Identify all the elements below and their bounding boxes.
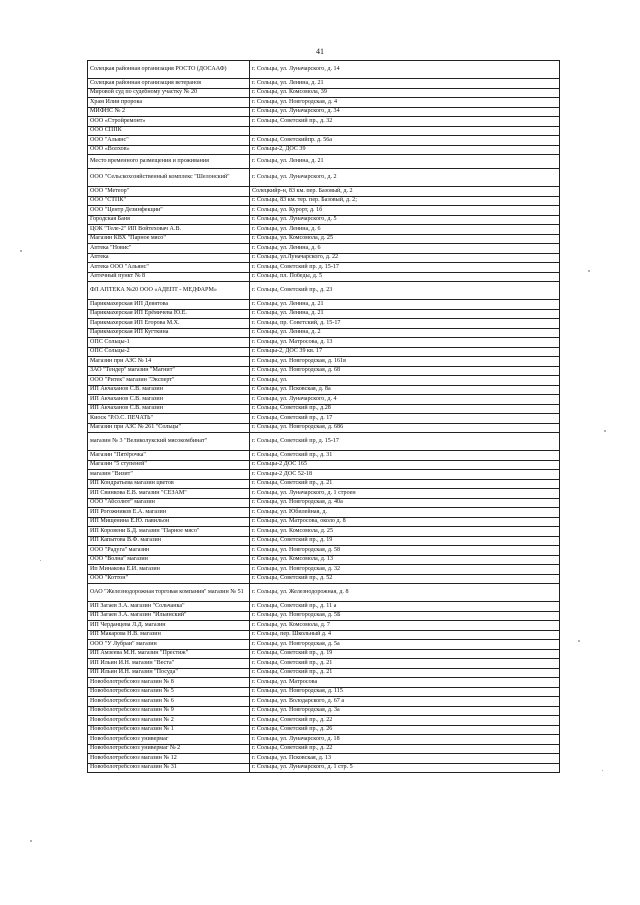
organization-name-cell: ЗАО "Тендер" магазин "Магнит" [88,366,250,376]
table-row [88,649,560,659]
organization-name-cell: Солецкая районная организация ветеранов [88,79,250,89]
address-cell: г. Сольцы, Советский пр., д. 11 а [250,602,560,612]
table-row [88,61,560,79]
page-number: 41 [316,47,324,56]
organization-name-cell: Магазин "5 ступеней" [88,460,250,470]
address-cell: г. Сольцы, ул. Новгородская, д. 5а [250,640,560,650]
address-cell: г. Сольцы, ул. Новгородская, д. 58 [250,546,560,556]
address-cell: г. Сольцы, Советский пр., д. 19 [250,649,560,659]
scan-speck [20,250,22,252]
address-cell: г. Сольцы, пер. Школьный д. 4 [250,630,560,640]
address-cell: г. Сольцы, ул. Луначарского, д. 1 стр. 5 [250,763,560,773]
table-row [88,98,560,108]
organization-name-cell: Новоболотребсоюз магазин № 12 [88,754,250,764]
table-row [88,460,560,470]
organization-name-cell: ООО "Сельскохозяйственный комплекс "Шелонский" [88,169,250,187]
organization-name-cell: ООО "Ритек" магазин "Эксперт" [88,376,250,386]
organization-name-cell: Аптечный пункт № 8 [88,272,250,282]
organization-name-cell: Аптека ООО "Альянс" [88,263,250,273]
organization-name-cell: ООО "Абсолют" магазин [88,498,250,508]
address-cell: г. Сольцы, ул. Матросова [250,678,560,688]
organization-name-cell: Новоболотребсоюз магазин № 5 [88,687,250,697]
organization-name-cell: Солецкая районная организация РОСТО (ДОСААФ) [88,61,250,79]
table-row [88,697,560,707]
organization-name-cell: Городская Баня [88,215,250,225]
table-row [88,479,560,489]
organization-name-cell: ООО "СТПК" [88,196,250,206]
address-cell: г. Сольцы, Советский пр., д. 32 [250,117,560,127]
table-row [88,659,560,669]
address-cell: г. Сольцы, Советский пр., д. 21 [250,668,560,678]
organizations-table-body [88,61,560,773]
organization-name-cell: Магазин "Пятёрочка" [88,451,250,461]
address-cell: г. Сольцы, ул. Псковская, д. 8а [250,385,560,395]
address-cell: г. Сольцы, ул. Луначарского, д. 2 [250,169,560,187]
table-row [88,602,560,612]
table-row [88,385,560,395]
table-row [88,414,560,424]
address-cell: г. Сольцы, ул. Новгородская, д. 68 [250,366,560,376]
organization-name-cell: Магазин КВХ "Парное мясо" [88,234,250,244]
address-cell: г. Сольцы, ул. Володарского, д. 67 а [250,697,560,707]
organization-name-cell: ООО "У Лубраи" магазин [88,640,250,650]
table-row [88,630,560,640]
address-cell: г. Сольцы-2, ДОС 39 кв. 17 [250,347,560,357]
address-cell: г. Сольцы, ул. Новгородская, д. 4 [250,98,560,108]
address-cell: г. Сольцы, ул. Новгородская, д. 161в [250,357,560,367]
table-row [88,107,560,117]
organization-name-cell: ИП Рогожников Е.А. магазин [88,508,250,518]
address-cell: г. Сольцы, ул. Ленина, д. 21 [250,155,560,169]
table-row [88,621,560,631]
organization-name-cell: Магазин при АЗС № 261 "Сольцы" [88,423,250,433]
table-row [88,451,560,461]
scan-speck [40,560,41,561]
table-row [88,763,560,773]
organization-name-cell: ООО "Волна" магазин [88,555,250,565]
table-row [88,300,560,310]
organization-name-cell: ООО "Радуга" магазин [88,546,250,556]
address-cell: г. Сольцы, Советский пр., д.28 [250,404,560,414]
organization-name-cell: ЦОК "Теле-2" ИП Войтеховач А.В. [88,225,250,235]
organization-name-cell: Аптека "Новис" [88,244,250,254]
organization-name-cell: ООО СППК [88,126,250,136]
address-cell: г. Сольцы, ул.Луначарского, д. 22 [250,253,560,263]
address-cell: г. Сольцы, ул. Новгородская, д. 3а [250,706,560,716]
organization-name-cell: Новоболотребсоюз магазин № 6 [88,697,250,707]
address-cell: г. Сольцы, ул. Луначарского, д. 18 [250,735,560,745]
organization-name-cell: ООО "Метеор" [88,187,250,197]
organization-name-cell: ИП Макарова Н.В. магазин [88,630,250,640]
address-cell: г. Сольцы, ул. Луначарского, д. 4 [250,395,560,405]
address-cell: г. Сольцы, ул. Луначарского, д. 34 [250,107,560,117]
table-row [88,565,560,575]
table-row [88,169,560,187]
table-row [88,215,560,225]
organizations-table [87,60,560,773]
table-row [88,309,560,319]
address-cell: г. Сольцы, ул. Новгородская, д. 32 [250,565,560,575]
organization-name-cell: ООО "Альянс" [88,136,250,146]
organization-name-cell: ООО «Волхов» [88,145,250,155]
table-row [88,319,560,329]
table-row [88,687,560,697]
address-cell: г. Сольцы, ул. Комсомола, д. 25 [250,234,560,244]
table-row [88,338,560,348]
address-cell: г. Сольцы, ул. Луначарского, д. 1 строен [250,489,560,499]
organization-name-cell: ИП Черданцева Л.Д. магазин [88,621,250,631]
address-cell: Солецкийр-н, 83 км. пер. Базовый, д. 2 [250,187,560,197]
address-cell: г. Сольцы, ул. Новгородская, д. 686 [250,423,560,433]
address-cell: г. Сольцы, ул. Ленина, д. 6 [250,225,560,235]
address-cell: г. Сольцы, Советскийпр. д. 56а [250,136,560,146]
address-cell: г. Сольцы, ул. Ленина, д. 2 [250,328,560,338]
organization-name-cell: магазин "Визит" [88,470,250,480]
table-row [88,328,560,338]
organization-name-cell: ИП Капытова В.Ф. магазин [88,536,250,546]
table-row [88,716,560,726]
organization-name-cell: ИП Загаев З.А. магазин "Ильинский" [88,611,250,621]
table-row [88,527,560,537]
table-row [88,126,560,136]
table-row [88,423,560,433]
address-cell: г. Сольцы, ул. Комсомола, д. 13 [250,555,560,565]
table-row [88,536,560,546]
table-row [88,640,560,650]
organization-name-cell: ИП Ильин И.Н. магазин "Посуда" [88,668,250,678]
table-row [88,206,560,216]
table-row [88,735,560,745]
table-row [88,546,560,556]
address-cell: г. Сольцы, Советский пр., д. 19 [250,536,560,546]
organization-name-cell: Новоболотребсоюз магазин № 31 [88,763,250,773]
table-row [88,272,560,282]
address-cell: г. Сольцы, Советский пр, д. 15-17 [250,433,560,451]
scan-speck [578,640,580,642]
address-cell: г. Сольцы, ул. Матросова, д. 13 [250,338,560,348]
table-row [88,88,560,98]
organization-name-cell: Место временного размещения и проживания [88,155,250,169]
organization-name-cell: ОАО "Железнодорожная торговая компания" магазин № 51 [88,584,250,602]
address-cell: г. Сольцы, ул. Курорт, д. 1б [250,206,560,216]
address-cell: г. Сольцы, ул. Юбилейная, д. [250,508,560,518]
address-cell: г. Сольцы, Советский пр., д. 21 [250,479,560,489]
table-row [88,244,560,254]
scan-speck [602,770,603,771]
organization-name-cell: Магазин при АЗС № 14 [88,357,250,367]
address-cell: г. Сольцы, ул. Комсомола, д. 7 [250,621,560,631]
organization-name-cell: ИП Амзеева М.Н. магазин "Престиж" [88,649,250,659]
table-row [88,433,560,451]
table-row [88,584,560,602]
address-cell: г. Сольцы, ул. [250,376,560,386]
table-row [88,79,560,89]
table-row [88,574,560,584]
table-row [88,366,560,376]
address-cell: г. Сольцы, ул. Луначарского, д. 5 [250,215,560,225]
table-row [88,706,560,716]
table-row [88,489,560,499]
table-row [88,744,560,754]
organization-name-cell: Парикмахерская ИП Кугткина [88,328,250,338]
address-cell: г. Сольцы, 83 км. тер. пер. Базовый, д. 2; [250,196,560,206]
scan-speck [604,430,606,432]
table-row [88,282,560,300]
table-row [88,136,560,146]
address-cell: г. Сольцы, ул. Новгородская, д. 40а [250,498,560,508]
address-cell: г. Сольцы, ул. Железнодорожная, д. 8 [250,584,560,602]
table-row [88,611,560,621]
organization-name-cell: ИП Коровени Б.Д. магазин "Парное мясо" [88,527,250,537]
organization-name-cell: Парикмахерская ИП Егорова М.Х. [88,319,250,329]
address-cell: г. Сольцы, ул. Ленина, д. 21 [250,300,560,310]
table-row [88,555,560,565]
address-cell: г. Сольцы, ул. Псковская, д. 13 [250,754,560,764]
organization-name-cell: ИП Мищенина Е.Ю. павильон [88,517,250,527]
address-cell: г. Сольцы, ул. Комсомола, 39 [250,88,560,98]
address-cell: г. Сольцы-2 ДОС 165 [250,460,560,470]
scan-speck [30,840,32,842]
table-row [88,155,560,169]
table-row [88,498,560,508]
table-row [88,347,560,357]
table-row [88,725,560,735]
table-row [88,253,560,263]
organization-name-cell: Парикмахерская ИП Девятова [88,300,250,310]
table-row [88,470,560,480]
organization-name-cell: ИП Акчаханов С.В. магазин [88,385,250,395]
address-cell: г. Сольцы, ул. Матросова, около д. 8 [250,517,560,527]
organization-name-cell: Киоск "Р.О.С. ПЕЧАТЬ" [88,414,250,424]
organization-name-cell: Храм Илии пророка [88,98,250,108]
scan-speck [588,270,590,272]
address-cell: г. Сольцы, ул. Комсомола, д. 25 [250,527,560,537]
address-cell: г. Сольцы, Советский пр., д. 17 [250,414,560,424]
address-cell: г. Сольцы, ул. Ленина, д. 21 [250,79,560,89]
address-cell: г. Сольцы, ул. Новгородская, д. 115 [250,687,560,697]
table-row [88,508,560,518]
address-cell: г. Сольцы-2, ДОС 39 [250,145,560,155]
address-cell: г. Сольцы, Советский пр., д. 31 [250,451,560,461]
organization-name-cell: Мировой суд по судебному участку № 20 [88,88,250,98]
organization-name-cell: Новоболотребсоюз магазин № 1 [88,725,250,735]
table-row [88,517,560,527]
address-cell [250,126,560,136]
table-row [88,357,560,367]
organization-name-cell: Ип Минакова Е.И. магазин [88,565,250,575]
organization-name-cell: Аптека [88,253,250,263]
organization-name-cell: Новоболотребсоюз универмаг [88,735,250,745]
organization-name-cell: ФЛ АПТЕКА №20 ООО «АДЕПТ - МЕДФАРМ» [88,282,250,300]
organization-name-cell: ОПС Сольцы-1 [88,338,250,348]
table-row [88,263,560,273]
address-cell: г. Сольцы, Советский пр. д. 15-17 [250,263,560,273]
table-row [88,404,560,414]
address-cell: г. Сольцы, пр. Советский, д. 15-17 [250,319,560,329]
table-row [88,668,560,678]
table-row [88,145,560,155]
organization-name-cell: ИП Акчаханов С.В. магазин [88,395,250,405]
address-cell: г. Сольцы, Советский пр., д. 22 [250,716,560,726]
organization-name-cell: Парикмахерская ИП Ерёмичева Ю.Е. [88,309,250,319]
organization-name-cell: МИФНС № 2 [88,107,250,117]
table-row [88,196,560,206]
address-cell: г. Сольцы, Советский пр., д. 21 [250,659,560,669]
organization-name-cell: ОПС Сольцы-2 [88,347,250,357]
address-cell: г. Сольцы, Советский пр., д. 22 [250,744,560,754]
address-cell: г. Сольцы, пл. Победы, д. 5 [250,272,560,282]
organization-name-cell: ИП Свинкова Е.В. магазин "СЕЗАМ" [88,489,250,499]
organization-name-cell: ООО "Коттон" [88,574,250,584]
address-cell: г. Сольцы, ул. Ленина, д. 6 [250,244,560,254]
organization-name-cell: Новоболотребсоюз универмаг № 2 [88,744,250,754]
organization-name-cell: ИП Акчаханов С.В. магазин [88,404,250,414]
table-row [88,376,560,386]
address-cell: г. Сольцы, Советский пр., д. 26 [250,725,560,735]
organization-name-cell: ООО «Стройремонт» [88,117,250,127]
table-row [88,187,560,197]
table-row [88,678,560,688]
organization-name-cell: магазин № 3 "Великолукский мясокомбинат" [88,433,250,451]
table-row [88,754,560,764]
organization-name-cell: Новоболотребсоюз магазин № 9 [88,706,250,716]
table-row [88,395,560,405]
organization-name-cell: ИП Загаев З.А. магазин "Сольчанка" [88,602,250,612]
address-cell: г. Сольцы, ул. Новгородская, д. 5Б [250,611,560,621]
organization-name-cell: Новоболотребсоюз магазин № 2 [88,716,250,726]
organization-name-cell: ООО "Центр Дезинфекции" [88,206,250,216]
organization-name-cell: Новоболотребсоюз магазин № 8 [88,678,250,688]
address-cell: г. Сольцы, ул. Ленина, д. 21 [250,309,560,319]
table-row [88,234,560,244]
organization-name-cell: ИП Ильин И.Н. магазин "Веста" [88,659,250,669]
address-cell: г. Сольцы, ул. Луначарского, д. 14 [250,61,560,79]
address-cell: г. Сольцы, Советский пр., д. 52 [250,574,560,584]
organization-name-cell: ИП Кондратьева магазин цветов [88,479,250,489]
table-row [88,225,560,235]
address-cell: г. Сольцы, Советский пр., д. 23 [250,282,560,300]
address-cell: г. Сольцы-2 ДОС 52-18 [250,470,560,480]
table-row [88,117,560,127]
